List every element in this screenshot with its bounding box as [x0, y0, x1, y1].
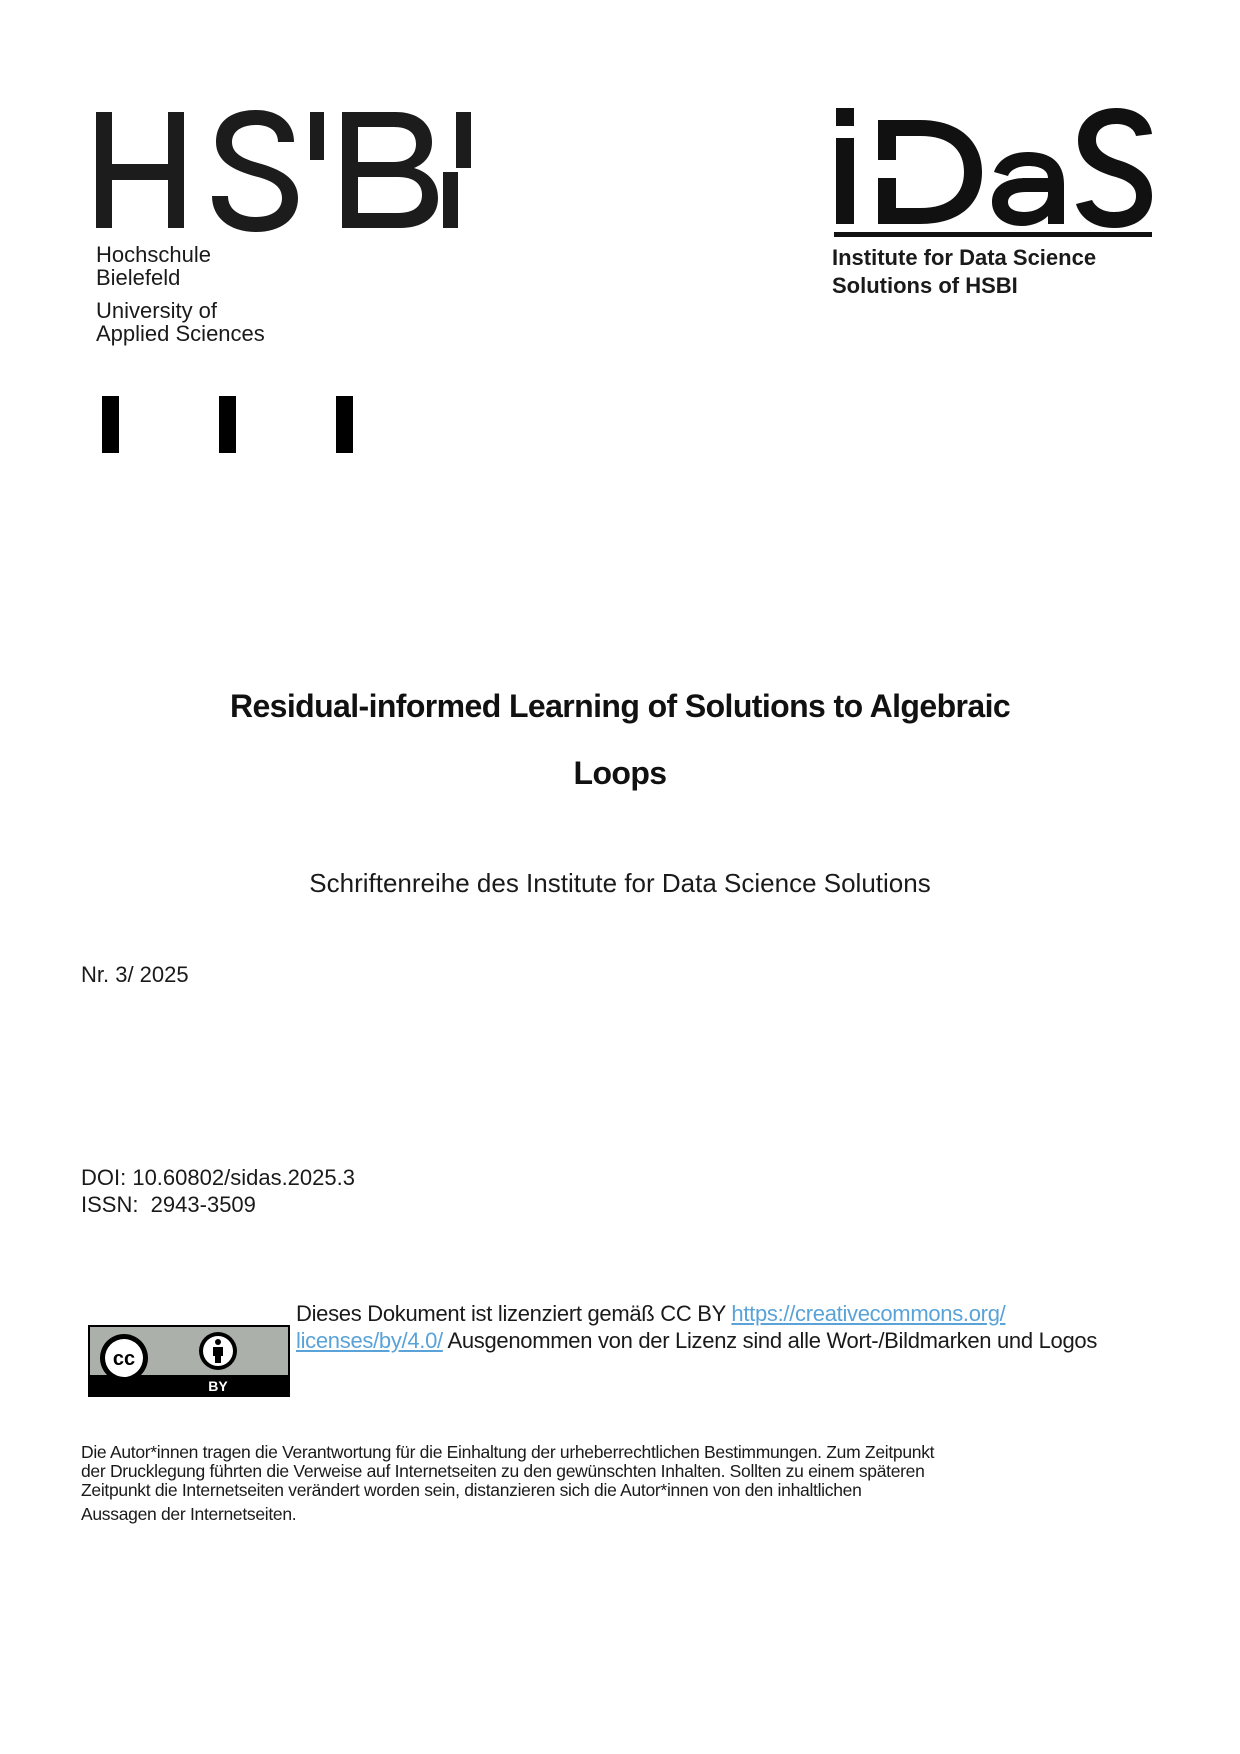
- cc-icon: [100, 1334, 148, 1382]
- issue-number: Nr. 3/ 2025: [81, 962, 189, 987]
- cc-by-badge: [88, 1325, 290, 1397]
- hsbi-line-3: University of: [96, 298, 218, 323]
- idas-logo: [832, 100, 1152, 240]
- license-statement: [296, 1300, 1156, 1354]
- disclaimer-line-3: Zeitpunkt die Internetseiten verändert worden sein, distanzieren sich die Autor*innen von den inhaltlichen: [81, 1480, 862, 1500]
- hsbi-line-2: Bielefeld: [96, 265, 181, 290]
- disclaimer-line-1: Die Autor*innen tragen die Verantwortung für die Einhaltung der urheberrechtlichen Bestimmungen. Zum Zeitpunkt: [81, 1442, 935, 1462]
- license-link[interactable]: https://creativecommons.org/ licenses/by/4.0/: [296, 1301, 1006, 1353]
- idas-line-1: Institute for Data Science: [832, 245, 1097, 270]
- hsbi-line-1: Hochschule: [96, 242, 211, 267]
- idas-name: [832, 244, 1096, 300]
- doi: DOI: 10.60802/sidas.2025.3: [81, 1165, 355, 1190]
- idas-line-2: Solutions of HSBI: [832, 273, 1018, 298]
- svg-text:BY: BY: [208, 1378, 228, 1394]
- hsbi-logo: [96, 108, 506, 238]
- license-text-after: Ausgenommen von der Lizenz sind alle Wort-/Bildmarken und Logos: [447, 1328, 1098, 1353]
- license-text-before: Dieses Dokument ist lizenziert gemäß CC BY: [296, 1301, 732, 1326]
- document-title-line-2: Loops: [573, 755, 667, 791]
- disclaimer: [81, 1443, 1081, 1524]
- svg-text:cc: cc: [112, 1348, 136, 1370]
- disclaimer-line-2: der Drucklegung führten die Verweise auf Internetseiten zu den gewünschten Inhalten. Sollten zu einem späteren: [81, 1461, 925, 1481]
- hsbi-line-4: Applied Sciences: [96, 321, 265, 346]
- series-name: Schriftenreihe des Institute for Data Science Solutions: [309, 868, 931, 898]
- hsbi-name-de: [96, 243, 211, 289]
- disclaimer-line-4: Aussagen der Internetseiten.: [81, 1504, 297, 1524]
- hsbi-bars-graphic: [102, 396, 358, 454]
- attribution-person-icon: [199, 1332, 237, 1370]
- issn: ISSN: 2943-3509: [81, 1192, 256, 1217]
- document-title-line-1: Residual-informed Learning of Solutions to Algebraic: [229, 688, 1011, 724]
- hsbi-name-en: [96, 299, 265, 345]
